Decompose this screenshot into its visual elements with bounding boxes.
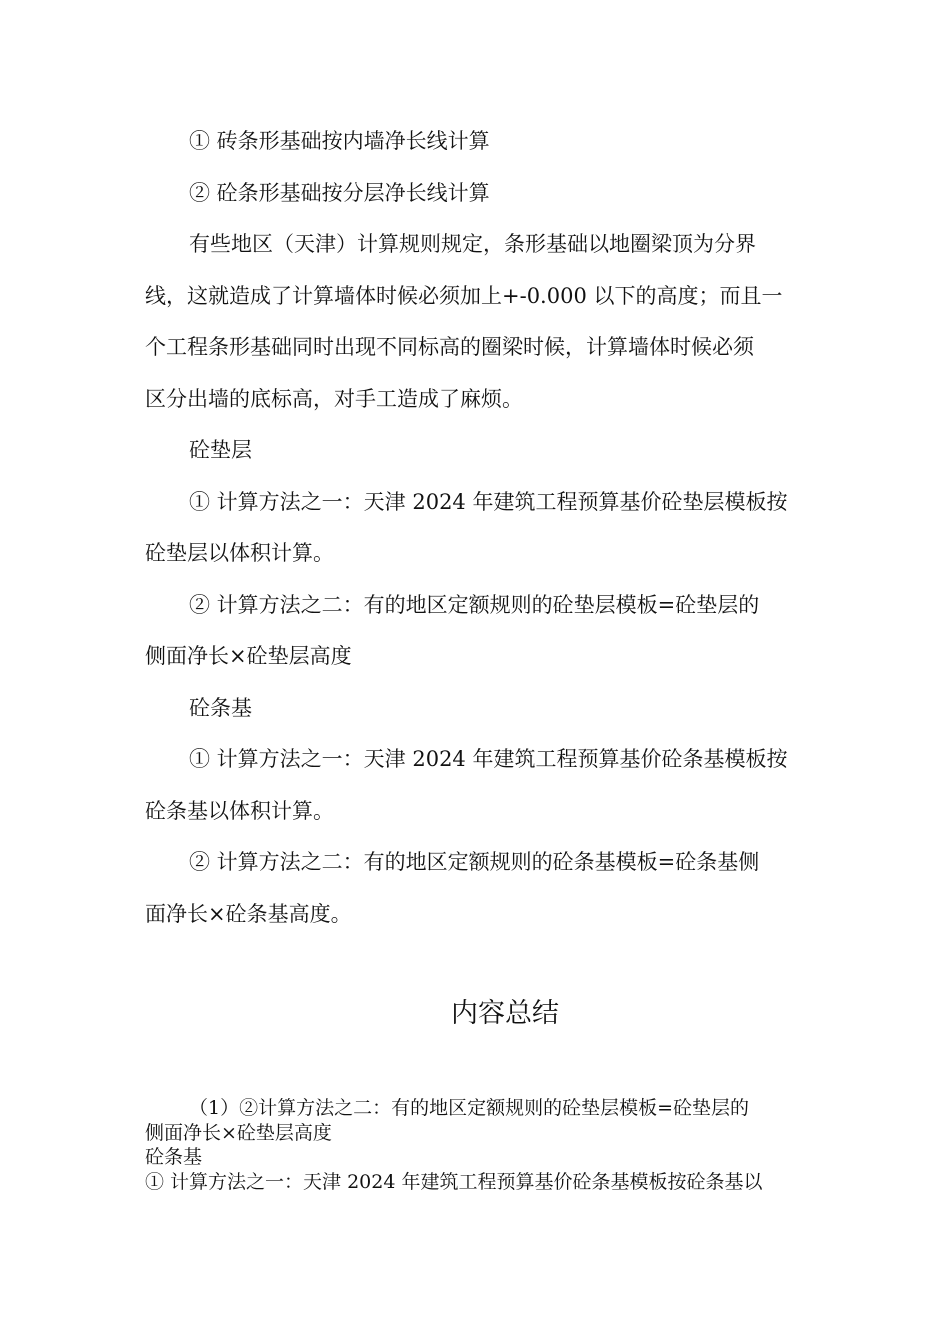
paragraph-cushion-method1-line2: 砼垫层以体积计算。	[145, 541, 334, 565]
summary-line: （1）②计算方法之二：有的地区定额规则的砼垫层模板=砼垫层的	[189, 1097, 750, 1119]
paragraph-tianjin-rule-line2: 线，这就造成了计算墙体时候必须加上+-0.000 以下的高度；而且一	[145, 283, 783, 308]
paragraph-brick-strip-foundation: ① 砖条形基础按内墙净长线计算	[189, 129, 490, 153]
paragraph-cushion-method2-line2: 侧面净长×砼垫层高度	[145, 644, 352, 668]
paragraph-strip-method1-line1: ① 计算方法之一：天津 2024 年建筑工程预算基价砼条基模板按	[189, 747, 788, 771]
summary-line: 侧面净长×砼垫层高度	[145, 1121, 332, 1144]
subheading-concrete-cushion: 砼垫层	[189, 438, 252, 462]
paragraph-tianjin-rule-line4: 区分出墙的底标高，对手工造成了麻烦。	[145, 386, 523, 411]
summary-heading: 内容总结	[451, 998, 559, 1029]
paragraph-tianjin-rule-line3: 个工程条形基础同时出现不同标高的圈梁时候，计算墙体时候必须	[145, 335, 754, 359]
summary-line: 砼条基	[145, 1146, 203, 1168]
subheading-concrete-strip-base: 砼条基	[189, 695, 252, 720]
paragraph-strip-method2-line2: 面净长×砼条基高度。	[145, 901, 352, 926]
paragraph-concrete-strip-foundation: ② 砼条形基础按分层净长线计算	[189, 180, 490, 205]
paragraph-tianjin-rule-line1: 有些地区（天津）计算规则规定，条形基础以地圈梁顶为分界	[189, 232, 756, 256]
summary-block	[145, 1096, 810, 1194]
summary-line: ① 计算方法之一：天津 2024 年建筑工程预算基价砼条基模板按砼条基以	[145, 1170, 763, 1193]
paragraph-cushion-method2-line1: ② 计算方法之二：有的地区定额规则的砼垫层模板=砼垫层的	[189, 592, 760, 617]
document-body	[145, 116, 810, 940]
paragraph-cushion-method1-line1: ① 计算方法之一：天津 2024 年建筑工程预算基价砼垫层模板按	[189, 489, 788, 514]
paragraph-strip-method1-line2: 砼条基以体积计算。	[145, 798, 334, 823]
paragraph-strip-method2-line1: ② 计算方法之二：有的地区定额规则的砼条基模板=砼条基侧	[189, 850, 760, 874]
